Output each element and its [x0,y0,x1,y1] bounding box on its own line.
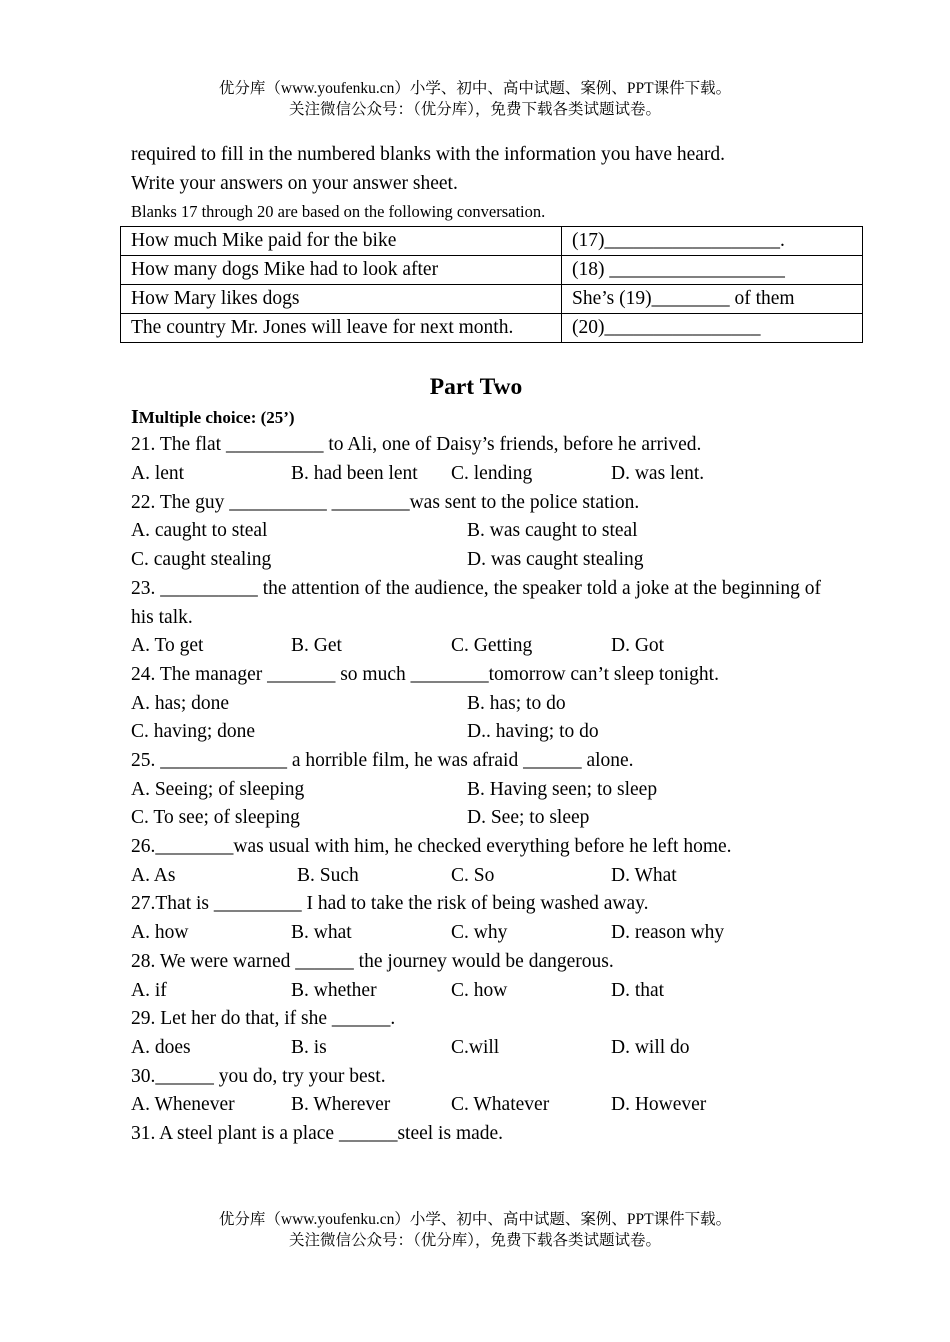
header-line-1: 优分库（www.youfenku.cn）小学、初中、高中试题、案例、PPT课件下载。 [218,80,732,97]
question-list [131,431,821,1148]
footer-line-1: 优分库（www.youfenku.cn）小学、初中、高中试题、案例、PPT课件下载。 [218,1211,732,1228]
option-c: C. Getting [451,635,533,657]
question-stem: 21. The flat __________ to Ali, one of Daisy’s friends, before he arrived. [131,434,702,456]
intro-note: Blanks 17 through 20 are based on the following conversation. [131,202,546,222]
option-c: C. having; done [131,721,256,743]
option-a: A. Whenever [131,1094,235,1116]
option-row [131,862,821,891]
option-d: D. However [611,1094,707,1116]
table-answer-cell: (18) __________________ [562,256,863,285]
option-d: D. that [611,979,665,1001]
page-header [0,78,950,120]
option-a: A. has; done [131,692,230,714]
question-stem: 24. The manager _______ so much ________tomorrow can’t sleep tonight. [131,663,719,685]
option-d: D. was caught stealing [467,549,644,571]
question-stem: 30.______ you do, try your best. [131,1065,386,1087]
option-b: B. Such [297,864,359,886]
option-row [131,632,821,661]
option-row [131,1091,821,1120]
table-question-cell: How many dogs Mike had to look after [121,256,562,285]
table-question-cell: How much Mike paid for the bike [121,227,562,256]
option-a: A. how [131,922,189,944]
option-a: A. As [131,864,176,886]
question-stem: 28. We were warned ______ the journey would be dangerous. [131,950,614,972]
table-row [121,314,863,343]
option-row [131,804,821,833]
option-b: B. is [291,1036,327,1058]
option-row [131,977,821,1006]
intro-line-1: required to fill in the numbered blanks with the information you have heard. [131,144,726,165]
option-a: A. Seeing; of sleeping [131,778,305,800]
table-answer-cell: She’s (19)________ of them [562,285,863,314]
intro-line-2: Write your answers on your answer sheet. [131,172,458,194]
option-b: B. has; to do [467,692,566,714]
section-heading [131,403,821,431]
table-question-cell: How Mary likes dogs [121,285,562,314]
option-d: D. will do [611,1036,690,1058]
table-answer-cell: (20)________________ [562,314,863,343]
question-stem: 25. _____________ a horrible film, he was afraid ______ alone. [131,750,634,772]
option-b: B. Having seen; to sleep [467,778,658,800]
option-d: D. was lent. [611,463,705,485]
option-row [131,546,821,575]
option-row [131,460,821,489]
option-row [131,718,821,747]
option-c: C. how [451,979,508,1001]
option-b: B. Get [291,635,342,657]
option-a: A. lent [131,463,185,485]
option-c: C. So [451,864,495,886]
section-label: Multiple choice: (25’) [138,408,295,428]
option-a: A. does [131,1036,191,1058]
option-a: A. To get [131,635,204,657]
option-row [131,776,821,805]
option-d: D. Got [611,635,665,657]
table-answer-cell: (17)__________________. [562,227,863,256]
table-row [121,227,863,256]
option-c: C. why [451,922,508,944]
option-c: C. To see; of sleeping [131,807,300,829]
fill-in-table [120,226,863,343]
question-stem: 23. __________ the attention of the audience, the speaker told a joke at the beginning of his talk. [131,577,821,628]
part-title: Part Two [429,374,523,401]
header-line-2: 关注微信公众号：（优分库），免费下载各类试题试卷。 [288,101,661,118]
option-d: D. reason why [611,922,725,944]
option-b: B. what [291,922,352,944]
option-b: B. had been lent [291,463,418,485]
option-row [131,690,821,719]
question-stem: 31. A steel plant is a place ______steel is made. [131,1123,504,1145]
option-d: D.. having; to do [467,721,599,743]
option-d: D. See; to sleep [467,807,590,829]
option-row [131,919,821,948]
option-c: C. lending [451,463,533,485]
footer-line-2: 关注微信公众号：（优分库），免费下载各类试题试卷。 [288,1232,661,1249]
option-b: B. was caught to steal [467,520,638,542]
option-row [131,1034,821,1063]
question-stem: 29. Let her do that, if she ______. [131,1008,396,1030]
option-d: D. What [611,864,677,886]
question-stem: 22. The guy __________ ________was sent to the police station. [131,491,640,513]
page-footer [0,1209,950,1251]
option-b: B. Wherever [291,1094,391,1116]
option-b: B. whether [291,979,377,1001]
question-stem: 26.________was usual with him, he checked everything before he left home. [131,836,732,858]
question-stem: 27.That is _________ I had to take the risk of being washed away. [131,893,649,915]
option-row [131,517,821,546]
option-c: C.will [451,1036,500,1058]
section-numeral: I [131,406,139,429]
table-row [121,256,863,285]
page-content [131,141,821,1149]
option-a: A. caught to steal [131,520,268,542]
option-c: C. Whatever [451,1094,550,1116]
table-row [121,285,863,314]
table-question-cell: The country Mr. Jones will leave for next month. [121,314,562,343]
option-a: A. if [131,979,167,1001]
option-c: C. caught stealing [131,549,272,571]
